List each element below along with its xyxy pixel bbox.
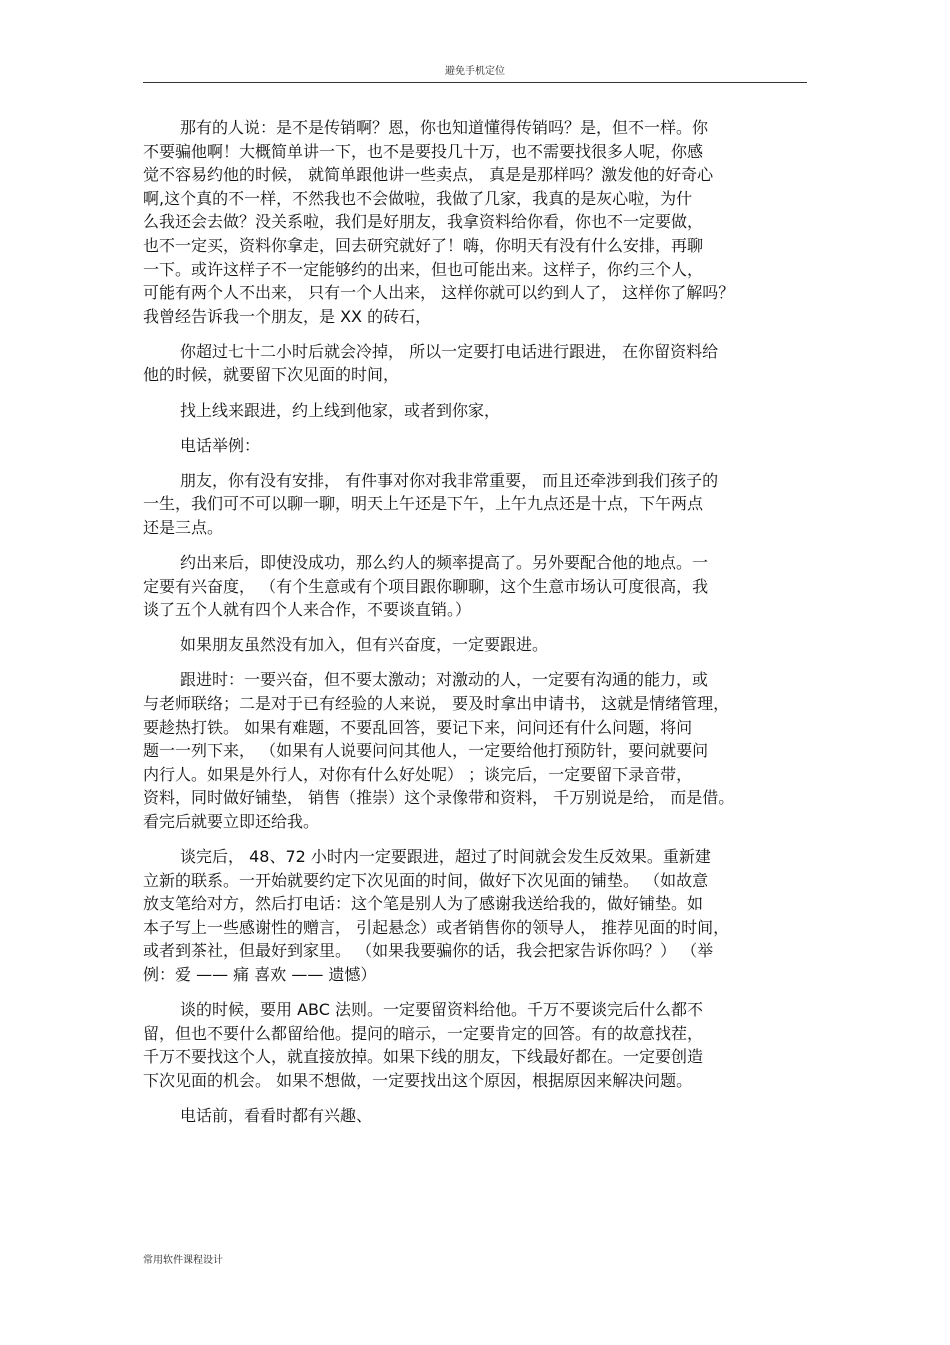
text-line: 资料，同时做好铺垫， 销售（推崇）这个录像带和资料， 千万别说是给， 而是借。: [143, 788, 735, 808]
paragraph: [143, 399, 807, 423]
paragraph: [143, 469, 807, 540]
text-line: 啊,这个真的不一样，不然我也不会做啦，我做了几家，我真的是灰心啦，为什: [143, 188, 693, 208]
paragraph: [143, 340, 807, 387]
text-line: 下次见面的机会。 如果不想做，一定要找出这个原因，根据原因来解决问题。: [143, 1070, 693, 1090]
text-line: 留，但也不要什么都留给他。提问的暗示，一定要肯定的回答。有的故意找茬，: [143, 1023, 704, 1043]
document-body: [143, 116, 807, 1139]
header-divider: [143, 82, 807, 83]
text-line: 也不一定买，资料你拿走，回去研究就好了！嗨，你明天有没有什么安排，再聊: [143, 235, 704, 255]
text-line: 不要骗他啊！大概简单讲一下，也不是要投几十万，也不需要找很多人呢，你感: [143, 141, 704, 161]
paragraph: [143, 434, 807, 458]
text-line: 看完后就要立即还给我。: [143, 811, 320, 831]
page-footer: 常用软件课程设计: [143, 1255, 223, 1266]
text-line: 那有的人说：是不是传销啊？恩，你也知道懂得传销吗？是，但不一样。你: [180, 118, 709, 137]
text-line: 本子写上一些感谢性的赠言， 引起悬念）或者销售你的领导人， 推荐见面的时间，: [143, 917, 730, 937]
paragraph: [143, 668, 807, 833]
paragraph: [143, 998, 807, 1092]
text-line: 谈的时候，要用 ABC 法则。一定要留资料给他。千万不要谈完后什么都不: [180, 1000, 703, 1020]
text-line: 例：爱 —— 痛 喜欢 —— 遗憾）: [143, 965, 377, 984]
text-line: 或者到茶社，但最好到家里。 （如果我要骗你的话，我会把家告诉你吗？） （举: [143, 941, 714, 961]
text-line: 与老师联络；二是对于已有经验的人来说， 要及时拿出申请书， 这就是情绪管理，: [143, 693, 730, 713]
text-line: 放支笔给对方，然后打电话：这个笔是别人为了感谢我送给我的，做好铺垫。如: [143, 894, 704, 914]
paragraph: [143, 1104, 807, 1128]
text-line: 立新的联系。一开始就要约定下次见面的时间，做好下次见面的铺垫。 （如故意: [143, 870, 709, 890]
text-line: 可能有两个人不出来， 只有一个人出来， 这样你就可以约到人了， 这样你了解吗？: [143, 283, 735, 303]
text-line: 电话举例：: [180, 435, 261, 455]
text-line: 内行人。如果是外行人，对你有什么好处呢） ；谈完后，一定要留下录音带，: [143, 764, 693, 784]
paragraph: [143, 845, 807, 987]
paragraph: [143, 116, 807, 328]
text-line: 谈了五个人就有四个人来合作，不要谈直销。）: [143, 600, 472, 620]
text-line: 还是三点。: [143, 517, 224, 537]
paragraph: [143, 633, 807, 657]
text-line: 一下。或许这样子不一定能够约的出来，但也可能出来。这样子，你约三个人，: [143, 259, 704, 279]
text-line: 我曾经告诉我一个朋友，是 XX 的砖石，: [143, 306, 432, 326]
text-line: 觉不容易约他的时候， 就简单跟他讲一些卖点， 真是是那样吗？激发他的好奇心: [143, 165, 714, 185]
text-line: 他的时候，就要留下次见面的时间，: [143, 365, 400, 385]
paragraph: [143, 551, 807, 622]
text-line: 电话前，看看时都有兴趣、: [180, 1105, 373, 1125]
text-line: 定要有兴奋度， （有个生意或有个项目跟你聊聊，这个生意市场认可度很高，我: [143, 576, 709, 596]
text-line: 要趁热打铁。 如果有难题，不要乱回答，要记下来，问问还有什么问题，将问: [143, 717, 693, 737]
text-line: 么我还会去做？没关系啦，我们是好朋友，我拿资料给你看，你也不一定要做，: [143, 212, 704, 232]
text-line: 谈完后， 48、72 小时内一定要跟进，超过了时间就会发生反效果。重新建: [180, 847, 711, 867]
text-line: 千万不要找这个人，就直接放掉。如果下线的朋友，下线最好都在。一定要创造: [143, 1047, 704, 1067]
text-line: 朋友，你有没有安排， 有件事对你对我非常重要， 而且还牵涉到我们孩子的: [180, 470, 719, 490]
page-header: 避免手机定位: [445, 66, 505, 77]
text-line: 找上线来跟进，约上线到他家，或者到你家，: [180, 400, 501, 420]
text-line: 你超过七十二小时后就会冷掉， 所以一定要打电话进行跟进， 在你留资料给: [180, 341, 719, 361]
text-line: 如果朋友虽然没有加入，但有兴奋度，一定要跟进。: [180, 635, 549, 655]
text-line: 跟进时：一要兴奋，但不要太激动；对激动的人，一定要有沟通的能力，或: [180, 670, 709, 690]
text-line: 一生，我们可不可以聊一聊，明天上午还是下午，上午九点还是十点，下午两点: [143, 494, 704, 514]
text-line: 约出来后，即使没成功，那么约人的频率提高了。另外要配合他的地点。一: [180, 553, 709, 572]
text-line: 题一一列下来， （如果有人说要问问其他人，一定要给他打预防针，要问就要问: [143, 741, 709, 761]
